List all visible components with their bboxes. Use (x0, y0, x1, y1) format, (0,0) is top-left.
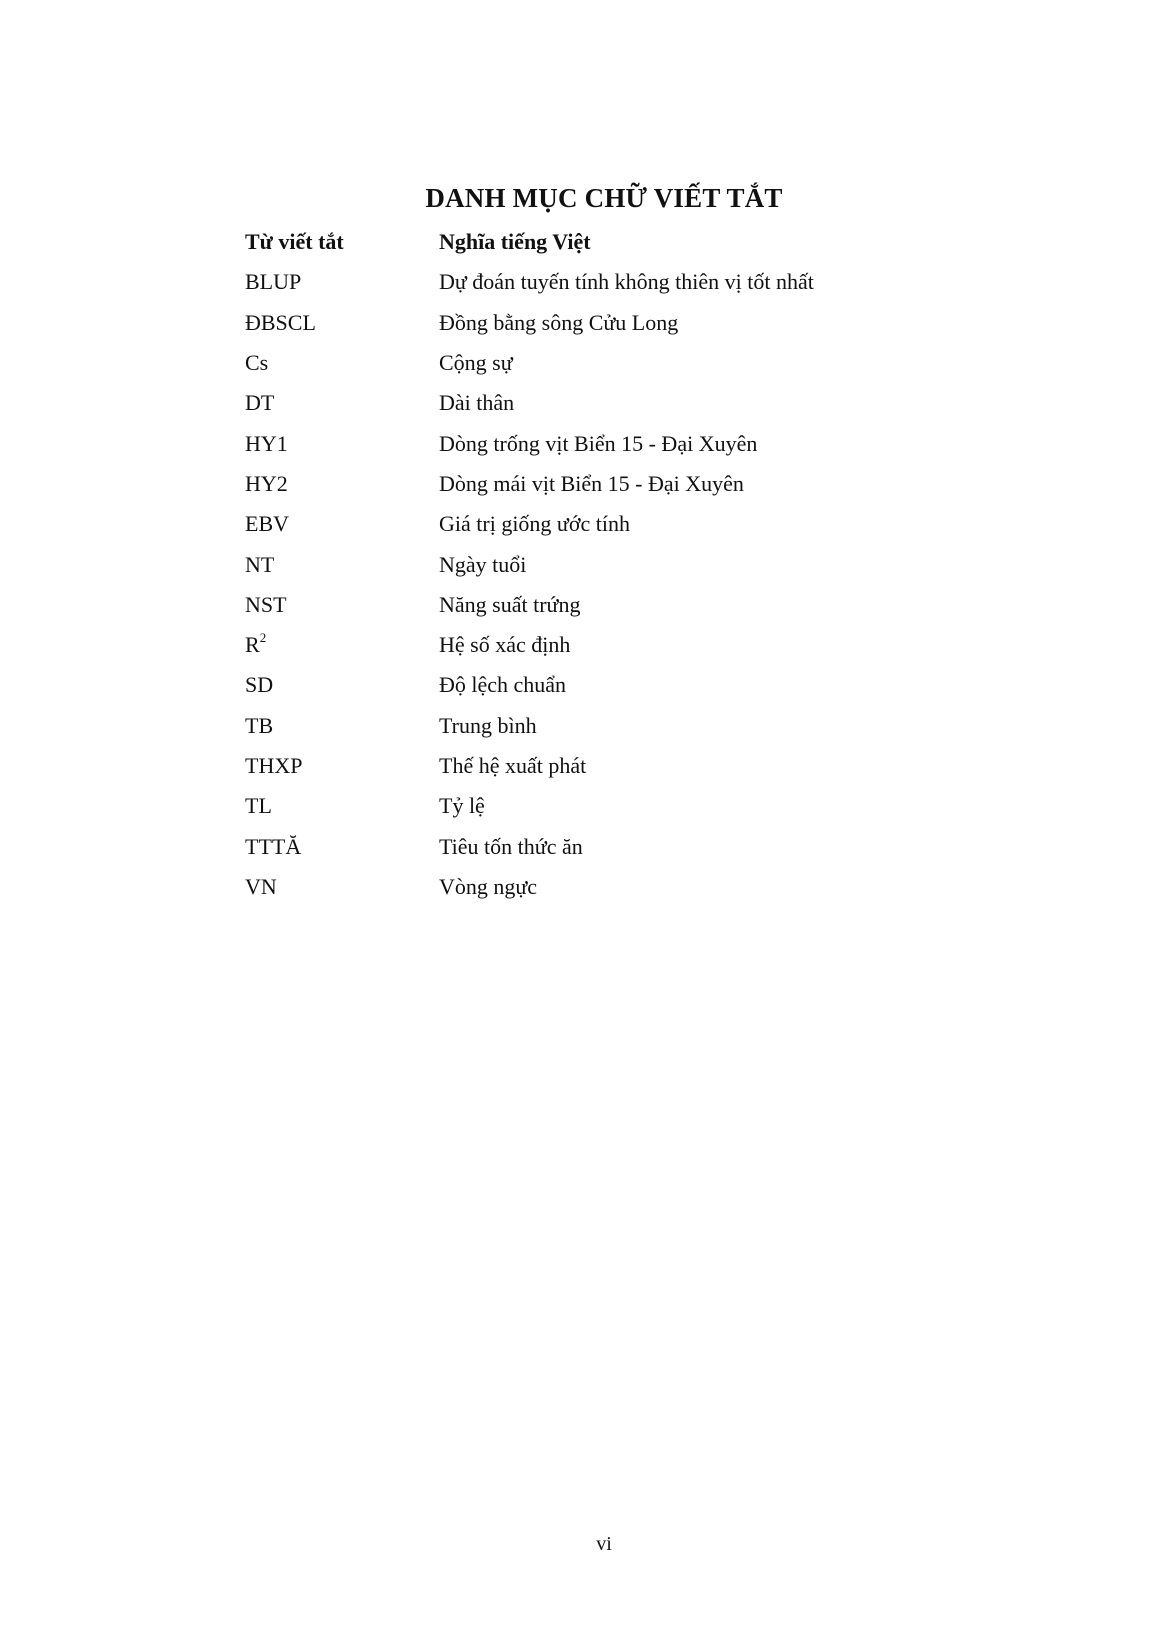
table-row (245, 826, 814, 866)
page-title: DANH MỤC CHỮ VIẾT TẮT (425, 183, 783, 214)
table-row (245, 706, 814, 746)
table-row (245, 464, 814, 504)
abbreviation-base: R (245, 632, 260, 658)
header-abbreviation: Từ viết tắt (245, 229, 344, 255)
table-body (245, 262, 814, 907)
meaning-cell: Độ lệch chuẩn (439, 672, 567, 698)
table-row (245, 303, 814, 343)
abbreviation-table (245, 222, 814, 907)
abbreviation-superscript: 2 (259, 629, 267, 645)
abbreviation-cell: Cs (245, 350, 269, 376)
abbreviation-cell: DT (245, 390, 275, 416)
abbreviation-cell: HY1 (245, 430, 288, 456)
abbreviation-cell: VN (245, 873, 277, 899)
abbreviation-cell: SD (245, 672, 274, 698)
abbreviation-cell: BLUP (245, 269, 302, 295)
meaning-cell: Tiêu tốn thức ăn (439, 833, 583, 859)
meaning-cell: Vòng ngực (439, 873, 538, 899)
table-row (245, 867, 814, 907)
meaning-cell: Thế hệ xuất phát (439, 753, 587, 778)
abbreviation-cell: TTTĂ (245, 833, 302, 859)
page-number: vi (596, 1533, 612, 1555)
abbreviation-cell: NST (245, 591, 287, 617)
table-row (245, 746, 814, 786)
table-header-row (245, 222, 814, 262)
meaning-cell: Ngày tuổi (439, 551, 527, 577)
abbreviation-cell: HY2 (245, 470, 288, 496)
table-row (245, 383, 814, 423)
abbreviation-cell: TB (245, 712, 274, 738)
table-row (245, 585, 814, 625)
abbreviation-cell: THXP (245, 753, 303, 778)
table-row (245, 262, 814, 302)
abbreviation-cell (245, 625, 439, 665)
meaning-cell: Đồng bằng sông Cửu Long (439, 309, 679, 335)
abbreviation-cell: NT (245, 551, 275, 577)
abbreviation-cell: ĐBSCL (245, 309, 316, 335)
meaning-cell: Dự đoán tuyến tính không thiên vị tốt nhất (439, 269, 814, 295)
meaning-cell: Dòng trống vịt Biển 15 - Đại Xuyên (439, 430, 758, 456)
table-row (245, 504, 814, 544)
table-row (245, 665, 814, 705)
table-row (245, 625, 814, 665)
table-row (245, 786, 814, 826)
table-row (245, 423, 814, 463)
meaning-cell: Tỷ lệ (439, 793, 485, 819)
meaning-cell: Giá trị giống ước tính (439, 511, 630, 537)
header-meaning: Nghĩa tiếng Việt (439, 229, 591, 255)
meaning-cell: Hệ số xác định (439, 632, 571, 658)
table-row (245, 343, 814, 383)
abbreviation-cell: EBV (245, 511, 289, 537)
meaning-cell: Năng suất trứng (439, 591, 581, 617)
meaning-cell: Cộng sự (439, 350, 513, 376)
table-row (245, 544, 814, 584)
meaning-cell: Dòng mái vịt Biển 15 - Đại Xuyên (439, 470, 744, 496)
meaning-cell: Dài thân (439, 390, 515, 416)
abbreviation-cell: TL (245, 793, 272, 819)
meaning-cell: Trung bình (439, 712, 537, 738)
